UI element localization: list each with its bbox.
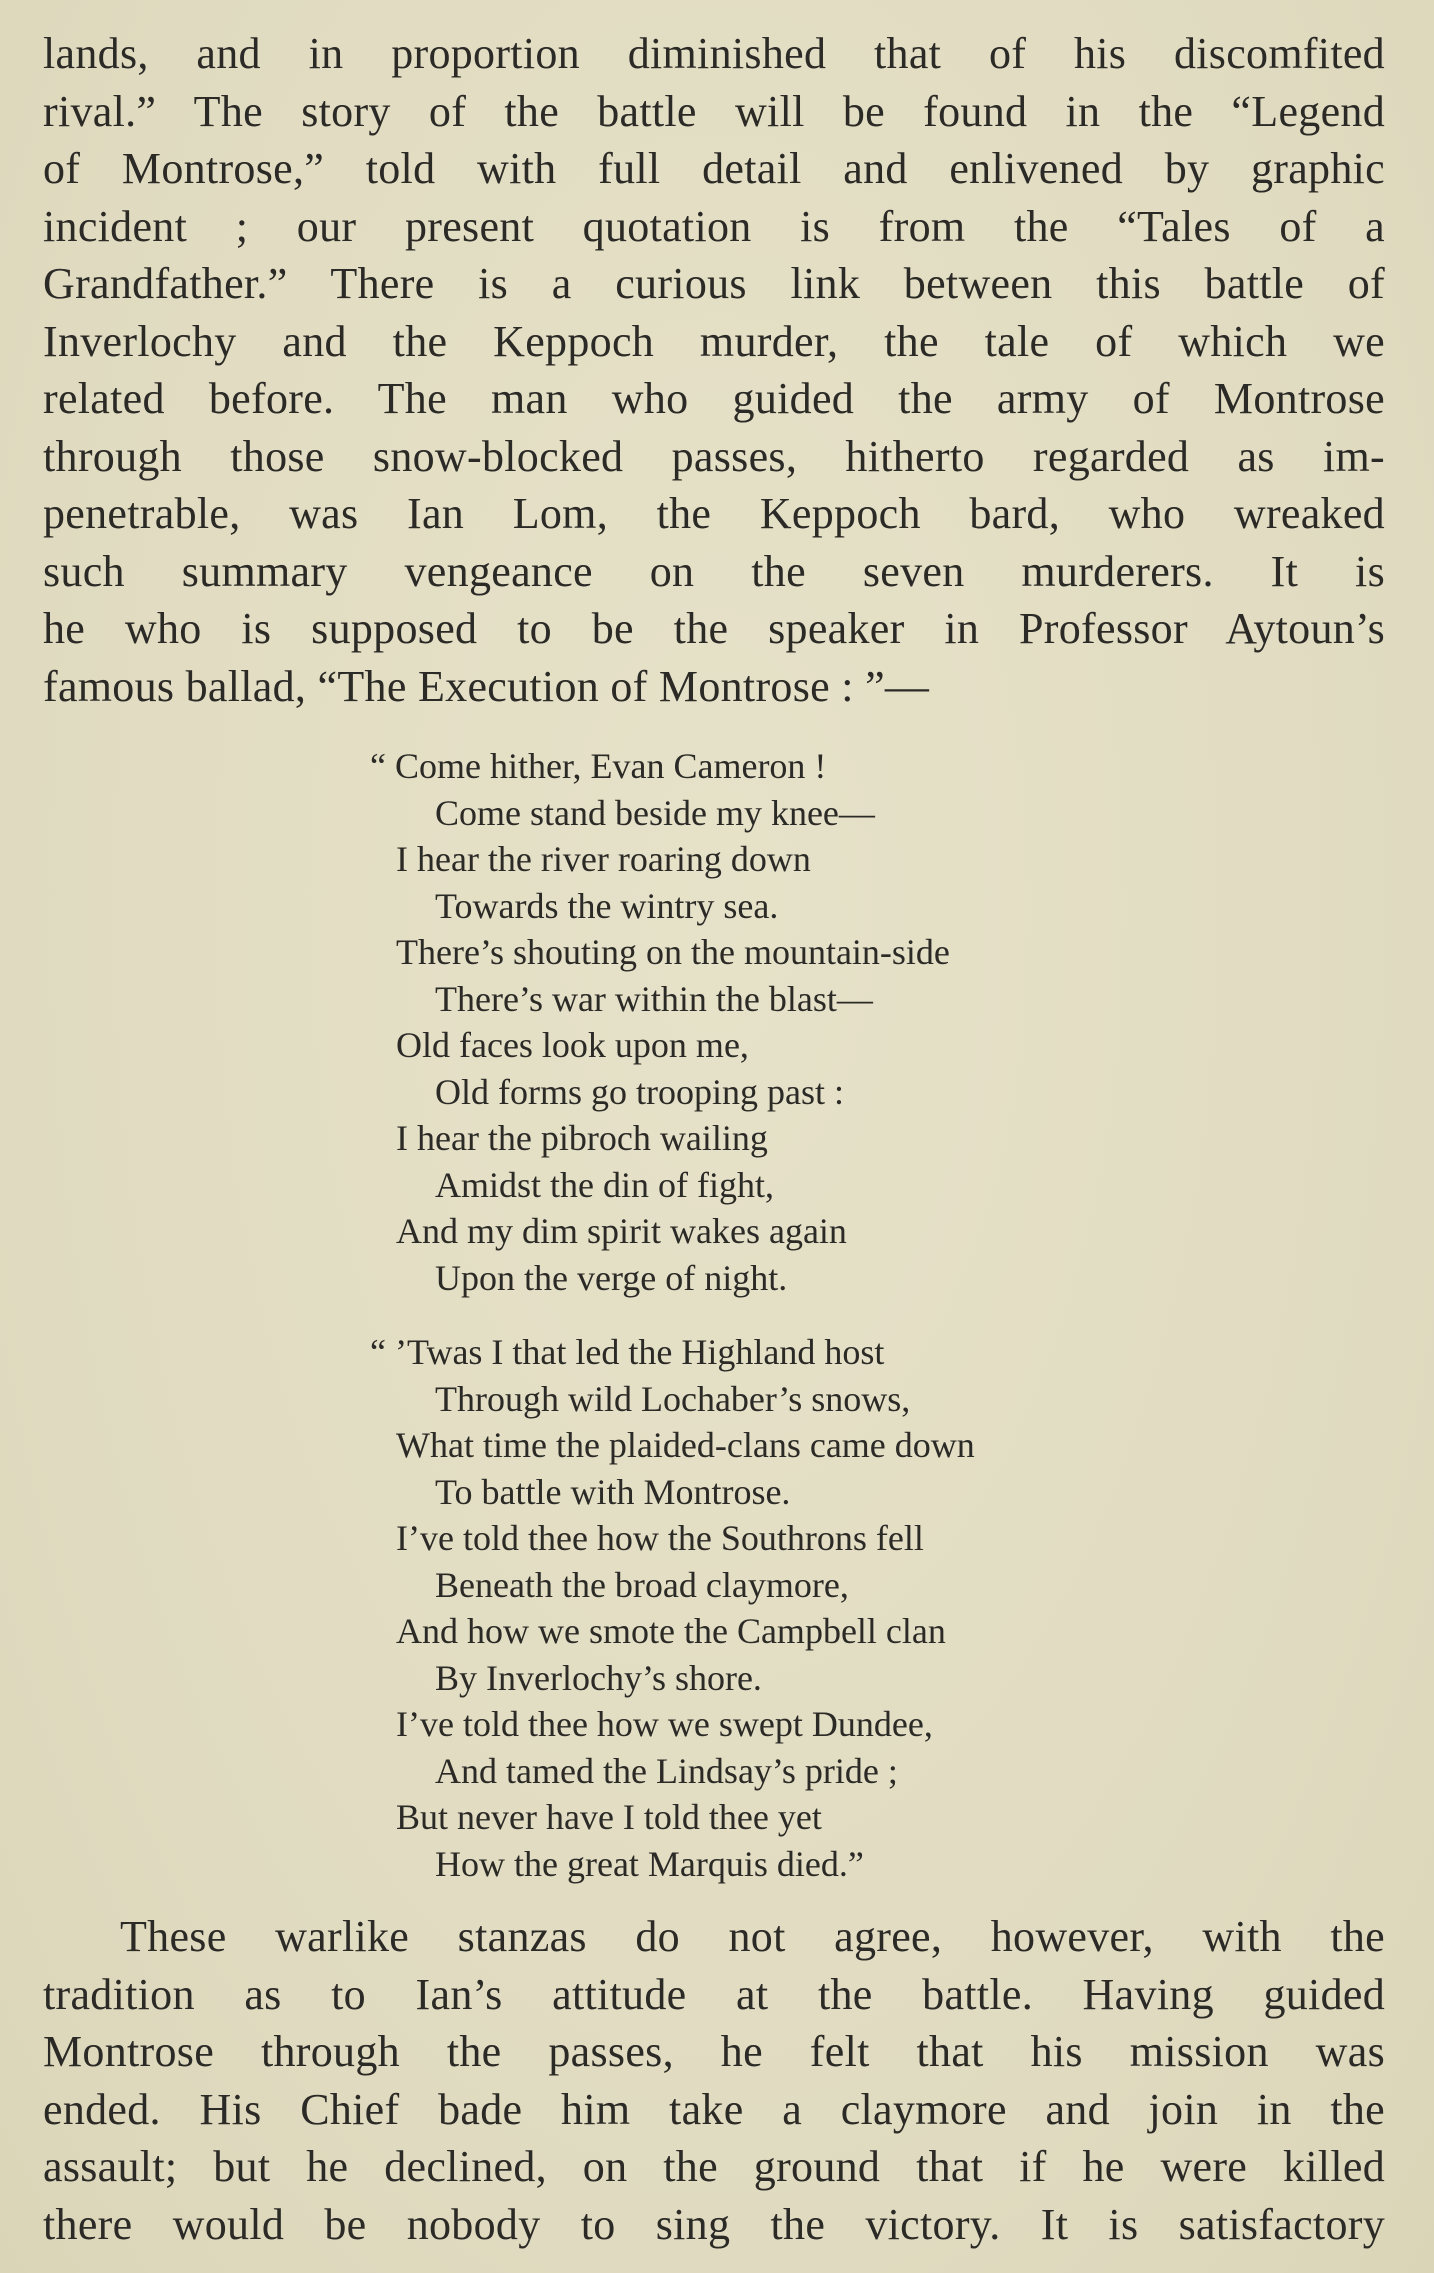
text-line: he who is supposed to be the speaker in Professor Aytoun’s — [43, 604, 1385, 653]
text-line: Montrose through the passes, he felt that his mission was — [43, 2027, 1385, 2076]
verse-line: Come stand beside my knee— — [435, 792, 875, 833]
text-line: rival.” The story of the battle will be found in the “Legend — [43, 86, 1385, 136]
verse-line: Old faces look upon me, — [396, 1025, 749, 1065]
verse-line: But never have I told thee yet — [396, 1797, 822, 1837]
verse-line: “ ’Twas I that led the Highland host — [370, 1332, 885, 1372]
verse-line: Through wild Lochaber’s snows, — [435, 1378, 911, 1419]
text-line: through those snow-blocked passes, hitherto regarded as im- — [43, 431, 1385, 481]
poem-stanza-1 — [370, 743, 950, 1301]
verse-line: What time the plaided-clans came down — [396, 1425, 975, 1465]
verse-line: There’s war within the blast— — [435, 978, 873, 1019]
verse-line: “ Come hither, Evan Cameron ! — [370, 746, 827, 786]
text-line: of Montrose,” told with full detail and enlivened by graphic — [43, 144, 1385, 193]
verse-line: There’s shouting on the mountain-side — [396, 932, 950, 972]
paragraph-prose-2 — [43, 1908, 1385, 2253]
verse-line: And how we smote the Campbell clan — [396, 1611, 946, 1651]
text-line: tradition as to Ian’s attitude at the battle. Having guided — [43, 1969, 1385, 2019]
text-line: These warlike stanzas do not agree, however, with the — [120, 1912, 1385, 1961]
text-line: lands, and in proportion diminished that of his discomfited — [43, 29, 1385, 78]
text-line: Inverlochy and the Keppoch murder, the tale of which we — [43, 316, 1385, 366]
verse-line: Old forms go trooping past : — [435, 1071, 844, 1112]
verse-line: By Inverlochy’s shore. — [435, 1657, 762, 1698]
verse-line: Amidst the din of fight, — [435, 1164, 774, 1205]
verse-line: I’ve told thee how the Southrons fell — [396, 1518, 924, 1558]
verse-line: I hear the river roaring down — [396, 839, 811, 879]
verse-line: I’ve told thee how we swept Dundee, — [396, 1704, 933, 1744]
text-line: ended. His Chief bade him take a claymore and join in the — [43, 2084, 1385, 2134]
text-line: related before. The man who guided the army of Montrose — [43, 374, 1385, 423]
text-line: such summary vengeance on the seven murderers. It is — [43, 546, 1385, 596]
text-line: Grandfather.” There is a curious link between this battle of — [43, 259, 1385, 308]
verse-line: Upon the verge of night. — [435, 1257, 788, 1298]
verse-line: And my dim spirit wakes again — [396, 1211, 847, 1251]
verse-line: Beneath the broad claymore, — [435, 1564, 849, 1605]
text-line: incident ; our present quotation is from the “Tales of a — [43, 201, 1385, 251]
text-line: assault; but he declined, on the ground that if he were killed — [43, 2142, 1385, 2191]
text-line: there would be nobody to sing the victory. It is satisfactory — [43, 2199, 1385, 2249]
paragraph-prose-1 — [43, 25, 1385, 715]
verse-line: And tamed the Lindsay’s pride ; — [435, 1750, 898, 1791]
text-line: famous ballad, “The Execution of Montrose : ”— — [43, 661, 930, 711]
poem-stanza-2 — [370, 1329, 975, 1887]
verse-line: I hear the pibroch wailing — [396, 1118, 768, 1158]
verse-line: How the great Marquis died.” — [435, 1843, 864, 1884]
verse-line: To battle with Montrose. — [435, 1471, 791, 1512]
verse-line: Towards the wintry sea. — [435, 885, 779, 926]
text-line: penetrable, was Ian Lom, the Keppoch bard, who wreaked — [43, 489, 1385, 538]
